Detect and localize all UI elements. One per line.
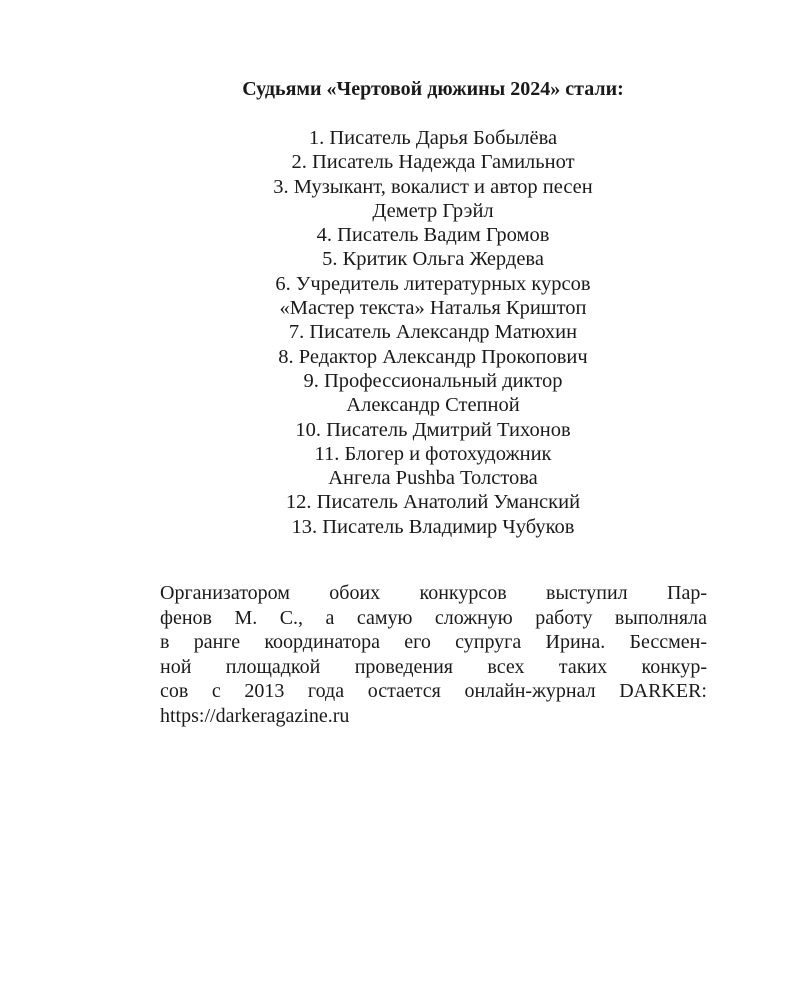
judges-list-line: 10. Писатель Дмитрий Тихонов [295,418,571,441]
judges-list [100,126,766,539]
website-url: https://darkeragazine.ru [160,704,350,727]
judges-heading: Судьями «Чертовой дюжины 2024» стали: [242,78,624,100]
judges-list-line: 5. Критик Ольга Жердева [322,248,544,271]
judges-list-line: 7. Писатель Александр Матюхин [288,321,578,344]
paragraph-line: в ранге координатора его супруга Ирина. Бессмен- [160,631,707,654]
judges-list-line: «Мастер текста» Наталья Криштоп [279,297,587,320]
paragraph-line: сов с 2013 года остается онлайн-журнал DARKER: [160,680,707,703]
judges-list-line: Ангела Pushba Толстова [328,467,538,490]
judges-list-line: 8. Редактор Александр Прокопович [278,345,588,368]
judges-list-line: 4. Писатель Вадим Громов [316,224,550,247]
judges-list-line: 11. Блогер и фотохудожник [314,442,552,465]
judges-list-line: 2. Писатель Надежда Гамильнот [291,151,575,174]
judges-list-line: Деметр Грэйл [372,199,494,222]
paragraph-line: фенов М. С., а самую сложную работу выполняла [160,606,707,629]
judges-list-line: 9. Профессиональный диктор [303,369,563,392]
judges-list-line: Александр Степной [346,394,520,417]
judges-list-line: 6. Учредитель литературных курсов [275,272,591,295]
judges-list-line: 1. Писатель Дарья Бобылёва [308,127,558,149]
paragraph-line: ной площадкой проведения всех таких конкур- [160,655,707,678]
judges-list-line: 12. Писатель Анатолий Уманский [285,491,581,514]
paragraph-line: Организатором обоих конкурсов выступил Пар- [160,582,707,604]
judges-list-line: 13. Писатель Владимир Чубуков [291,515,575,538]
judges-list-line: 3. Музыкант, вокалист и автор песен [273,175,593,198]
organizer-paragraph [160,581,707,729]
